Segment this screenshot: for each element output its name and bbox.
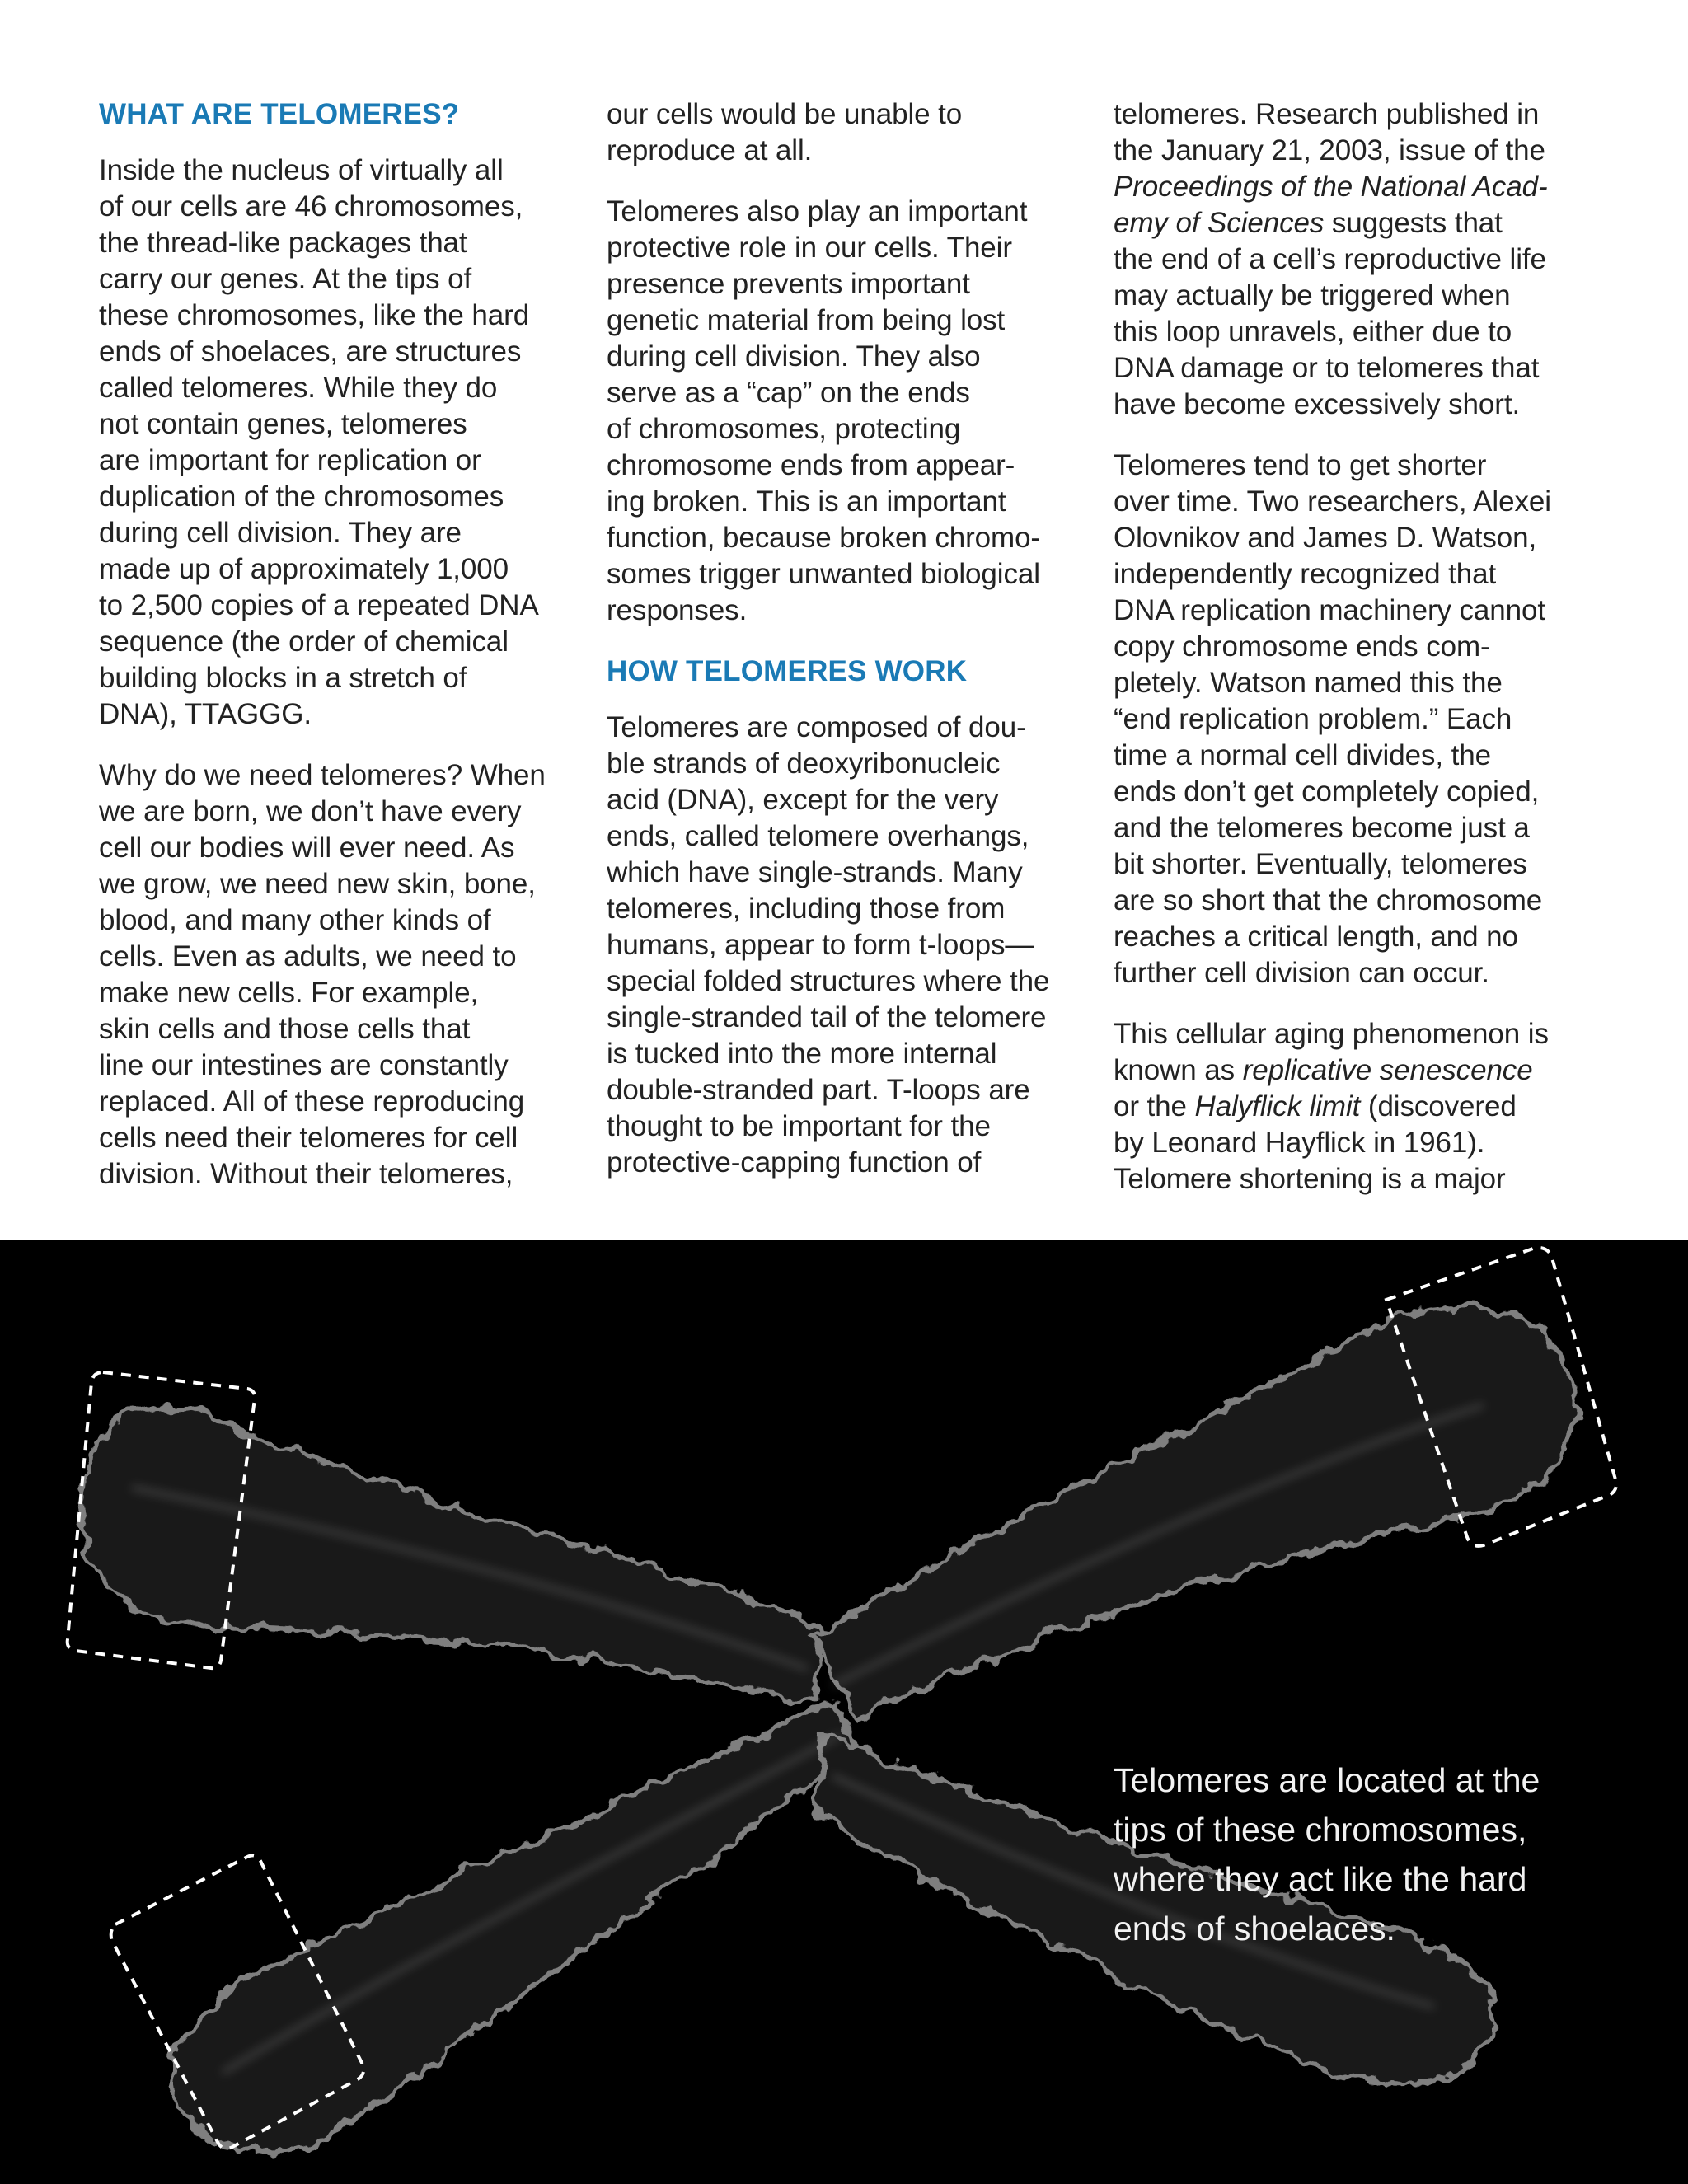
journal-title: Proceedings of the National Acad- bbox=[1114, 171, 1548, 203]
text-line: cells. Even as adults, we need to bbox=[99, 940, 517, 972]
text-line: ends of shoelaces, are structures bbox=[99, 335, 522, 368]
paragraph bbox=[99, 152, 593, 733]
chromosome-arm-upper-left bbox=[82, 1407, 824, 1702]
column-2 bbox=[607, 96, 1101, 1206]
term-italic: Halyflick limit bbox=[1194, 1090, 1361, 1122]
text-line: this loop unravels, either due to bbox=[1114, 316, 1512, 348]
text-line: may actually be triggered when bbox=[1114, 279, 1511, 312]
paragraph bbox=[607, 96, 1101, 169]
caption-line: ends of shoelaces. bbox=[1114, 1910, 1395, 1947]
text-line: to 2,500 copies of a repeated DNA bbox=[99, 589, 539, 621]
text-fragment: suggests that bbox=[1324, 207, 1503, 239]
text-line: further cell division can occur. bbox=[1114, 957, 1489, 989]
text-line: responses. bbox=[607, 594, 748, 626]
text-line: cell our bodies will ever need. As bbox=[99, 832, 515, 864]
text-line: Olovnikov and James D. Watson, bbox=[1114, 522, 1537, 554]
journal-title: emy of Sciences bbox=[1114, 207, 1325, 239]
caption-line: where they act like the hard bbox=[1114, 1860, 1527, 1898]
chromosome-arm-upper-right bbox=[816, 1306, 1575, 1718]
text-line: which have single-strands. Many bbox=[607, 856, 1023, 888]
text-line: ends don’t get completely copied, bbox=[1114, 776, 1540, 808]
term-italic: replicative senescence bbox=[1242, 1054, 1533, 1086]
text-line: ing broken. This is an important bbox=[607, 485, 1006, 518]
figure-caption bbox=[1114, 1755, 1641, 1953]
text-line: by Leonard Hayflick in 1961). bbox=[1114, 1127, 1485, 1159]
paragraph bbox=[1114, 448, 1608, 991]
paragraph bbox=[1114, 1016, 1608, 1197]
text-line: ends, called telomere overhangs, bbox=[607, 820, 1029, 852]
text-line: division. Without their telomeres, bbox=[99, 1158, 513, 1190]
paragraph bbox=[607, 194, 1101, 629]
text-line: genetic material from being lost bbox=[607, 304, 1006, 336]
text-line: double-stranded part. T-loops are bbox=[607, 1074, 1030, 1106]
text-line: “end replication problem.” Each bbox=[1114, 703, 1512, 735]
text-line: Telomere shortening is a major bbox=[1114, 1163, 1506, 1195]
text-line: made up of approximately 1,000 bbox=[99, 553, 509, 585]
text-line: duplication of the chromosomes bbox=[99, 480, 504, 513]
text-line: special folded structures where the bbox=[607, 965, 1050, 997]
text-line bbox=[1114, 205, 1608, 241]
text-line: sequence (the order of chemical bbox=[99, 626, 509, 658]
caption-line: Telomeres are located at the bbox=[1114, 1761, 1540, 1799]
text-line: of our cells are 46 chromosomes, bbox=[99, 190, 523, 223]
text-line: independently recognized that bbox=[1114, 558, 1497, 590]
text-line: humans, appear to form t-loops— bbox=[607, 929, 1034, 961]
text-line: ble strands of deoxyribonucleic bbox=[607, 748, 1001, 780]
text-line: Telomeres tend to get shorter bbox=[1114, 449, 1487, 481]
text-line: we are born, we don’t have every bbox=[99, 795, 522, 827]
text-line: we grow, we need new skin, bone, bbox=[99, 868, 536, 900]
text-line: not contain genes, telomeres bbox=[99, 408, 467, 440]
text-line: blood, and many other kinds of bbox=[99, 904, 491, 936]
text-line: make new cells. For example, bbox=[99, 977, 479, 1009]
text-line: during cell division. They are bbox=[99, 517, 462, 549]
text-line: of chromosomes, protecting bbox=[607, 413, 961, 445]
text-line: reaches a critical length, and no bbox=[1114, 921, 1518, 953]
text-line: replaced. All of these reproducing bbox=[99, 1085, 525, 1118]
text-line: thought to be important for the bbox=[607, 1110, 991, 1142]
text-line: is tucked into the more internal bbox=[607, 1038, 997, 1070]
paragraph bbox=[607, 710, 1101, 1181]
text-line: acid (DNA), except for the very bbox=[607, 784, 999, 816]
heading-how-telomeres-work: HOW TELOMERES WORK bbox=[607, 655, 968, 687]
text-line: DNA damage or to telomeres that bbox=[1114, 352, 1540, 384]
text-line: Telomeres are composed of dou- bbox=[607, 711, 1026, 743]
text-fragment: known as bbox=[1114, 1054, 1243, 1086]
chromosome-arm-lower-left bbox=[172, 1702, 857, 2153]
text-line: skin cells and those cells that bbox=[99, 1013, 471, 1045]
text-line bbox=[1114, 1089, 1608, 1125]
column-1 bbox=[99, 96, 593, 1217]
text-line: telomeres, including those from bbox=[607, 893, 1006, 925]
text-line: time a normal cell divides, the bbox=[1114, 739, 1491, 771]
text-line: copy chromosome ends com- bbox=[1114, 630, 1490, 663]
chromosome-illustration bbox=[0, 1240, 1688, 2184]
text-line: and the telomeres become just a bbox=[1114, 812, 1530, 844]
text-line: during cell division. They also bbox=[607, 340, 981, 373]
text-line: DNA), TTAGGG. bbox=[99, 698, 312, 730]
text-line: called telomeres. While they do bbox=[99, 372, 498, 404]
text-line bbox=[1114, 1052, 1608, 1089]
text-line: reproduce at all. bbox=[607, 134, 813, 166]
text-line-italic bbox=[1114, 169, 1608, 205]
text-line: have become excessively short. bbox=[1114, 388, 1521, 420]
text-fragment: or the bbox=[1114, 1090, 1195, 1122]
text-line: protective-capping function of bbox=[607, 1146, 982, 1179]
heading-what-are-telomeres: WHAT ARE TELOMERES? bbox=[99, 98, 460, 130]
text-line: presence prevents important bbox=[607, 268, 970, 300]
text-line: are important for replication or bbox=[99, 444, 481, 476]
text-line: these chromosomes, like the hard bbox=[99, 299, 530, 331]
text-line: somes trigger unwanted biological bbox=[607, 558, 1040, 590]
text-line: the thread-like packages that bbox=[99, 227, 467, 259]
text-line: DNA replication machinery cannot bbox=[1114, 594, 1546, 626]
chromosome-graphic bbox=[0, 1240, 1688, 2184]
text-line: cells need their telomeres for cell bbox=[99, 1122, 518, 1154]
text-line: the January 21, 2003, issue of the bbox=[1114, 134, 1545, 166]
text-line: building blocks in a stretch of bbox=[99, 662, 467, 694]
text-line: the end of a cell’s reproductive life bbox=[1114, 243, 1546, 275]
text-line: carry our genes. At the tips of bbox=[99, 263, 472, 295]
text-line: pletely. Watson named this the bbox=[1114, 667, 1503, 699]
text-line: single-stranded tail of the telomere bbox=[607, 1001, 1047, 1033]
text-line: Inside the nucleus of virtually all bbox=[99, 154, 504, 186]
text-line: our cells would be unable to bbox=[607, 98, 963, 130]
text-fragment: (discovered bbox=[1360, 1090, 1517, 1122]
column-3 bbox=[1114, 96, 1608, 1222]
text-line: This cellular aging phenomenon is bbox=[1114, 1018, 1549, 1050]
text-line: bit shorter. Eventually, telomeres bbox=[1114, 848, 1527, 880]
text-line: Why do we need telomeres? When bbox=[99, 759, 546, 791]
text-line: are so short that the chromosome bbox=[1114, 884, 1543, 916]
paragraph bbox=[1114, 96, 1608, 423]
paragraph bbox=[99, 757, 593, 1193]
text-line: chromosome ends from appear- bbox=[607, 449, 1015, 481]
text-line: telomeres. Research published in bbox=[1114, 98, 1540, 130]
text-line: serve as a “cap” on the ends bbox=[607, 377, 970, 409]
text-line: over time. Two researchers, Alexei bbox=[1114, 485, 1551, 518]
text-line: Telomeres also play an important bbox=[607, 195, 1028, 227]
text-line: protective role in our cells. Their bbox=[607, 232, 1012, 264]
text-line: function, because broken chromo- bbox=[607, 522, 1040, 554]
text-line: line our intestines are constantly bbox=[99, 1049, 509, 1081]
caption-line: tips of these chromosomes, bbox=[1114, 1811, 1527, 1849]
chromosome-body bbox=[82, 1306, 1575, 2153]
